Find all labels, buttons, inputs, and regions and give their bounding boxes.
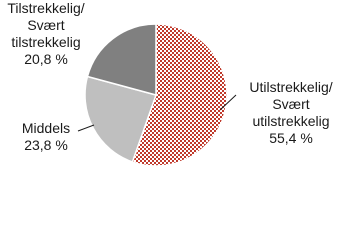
slice-utilstrekkelig-label-line: Utilstrekkelig/ [249, 79, 333, 95]
slice-middels-value-label: 23,8 % [24, 137, 68, 153]
slice-middels-label [22, 120, 70, 153]
slice-tilstrekkelig-label [7, 0, 84, 67]
slice-tilstrekkelig-label-line: Tilstrekkelig/ [7, 0, 85, 16]
slice-tilstrekkelig-label-line: Svært [27, 17, 65, 33]
slice-utilstrekkelig-value-label: 55,4 % [269, 130, 313, 146]
slice-tilstrekkelig-label-line: tilstrekkelig [11, 34, 81, 50]
slice-middels-leader-line [78, 125, 94, 131]
pie-slices [85, 24, 227, 166]
slice-utilstrekkelig-label-line: utilstrekkelig [252, 113, 330, 129]
slice-utilstrekkelig-label [249, 79, 332, 146]
slice-utilstrekkelig-label-line: Svært [272, 96, 310, 112]
slice-tilstrekkelig-value-label: 20,8 % [24, 51, 68, 67]
slice-middels-label-line: Middels [21, 120, 71, 136]
